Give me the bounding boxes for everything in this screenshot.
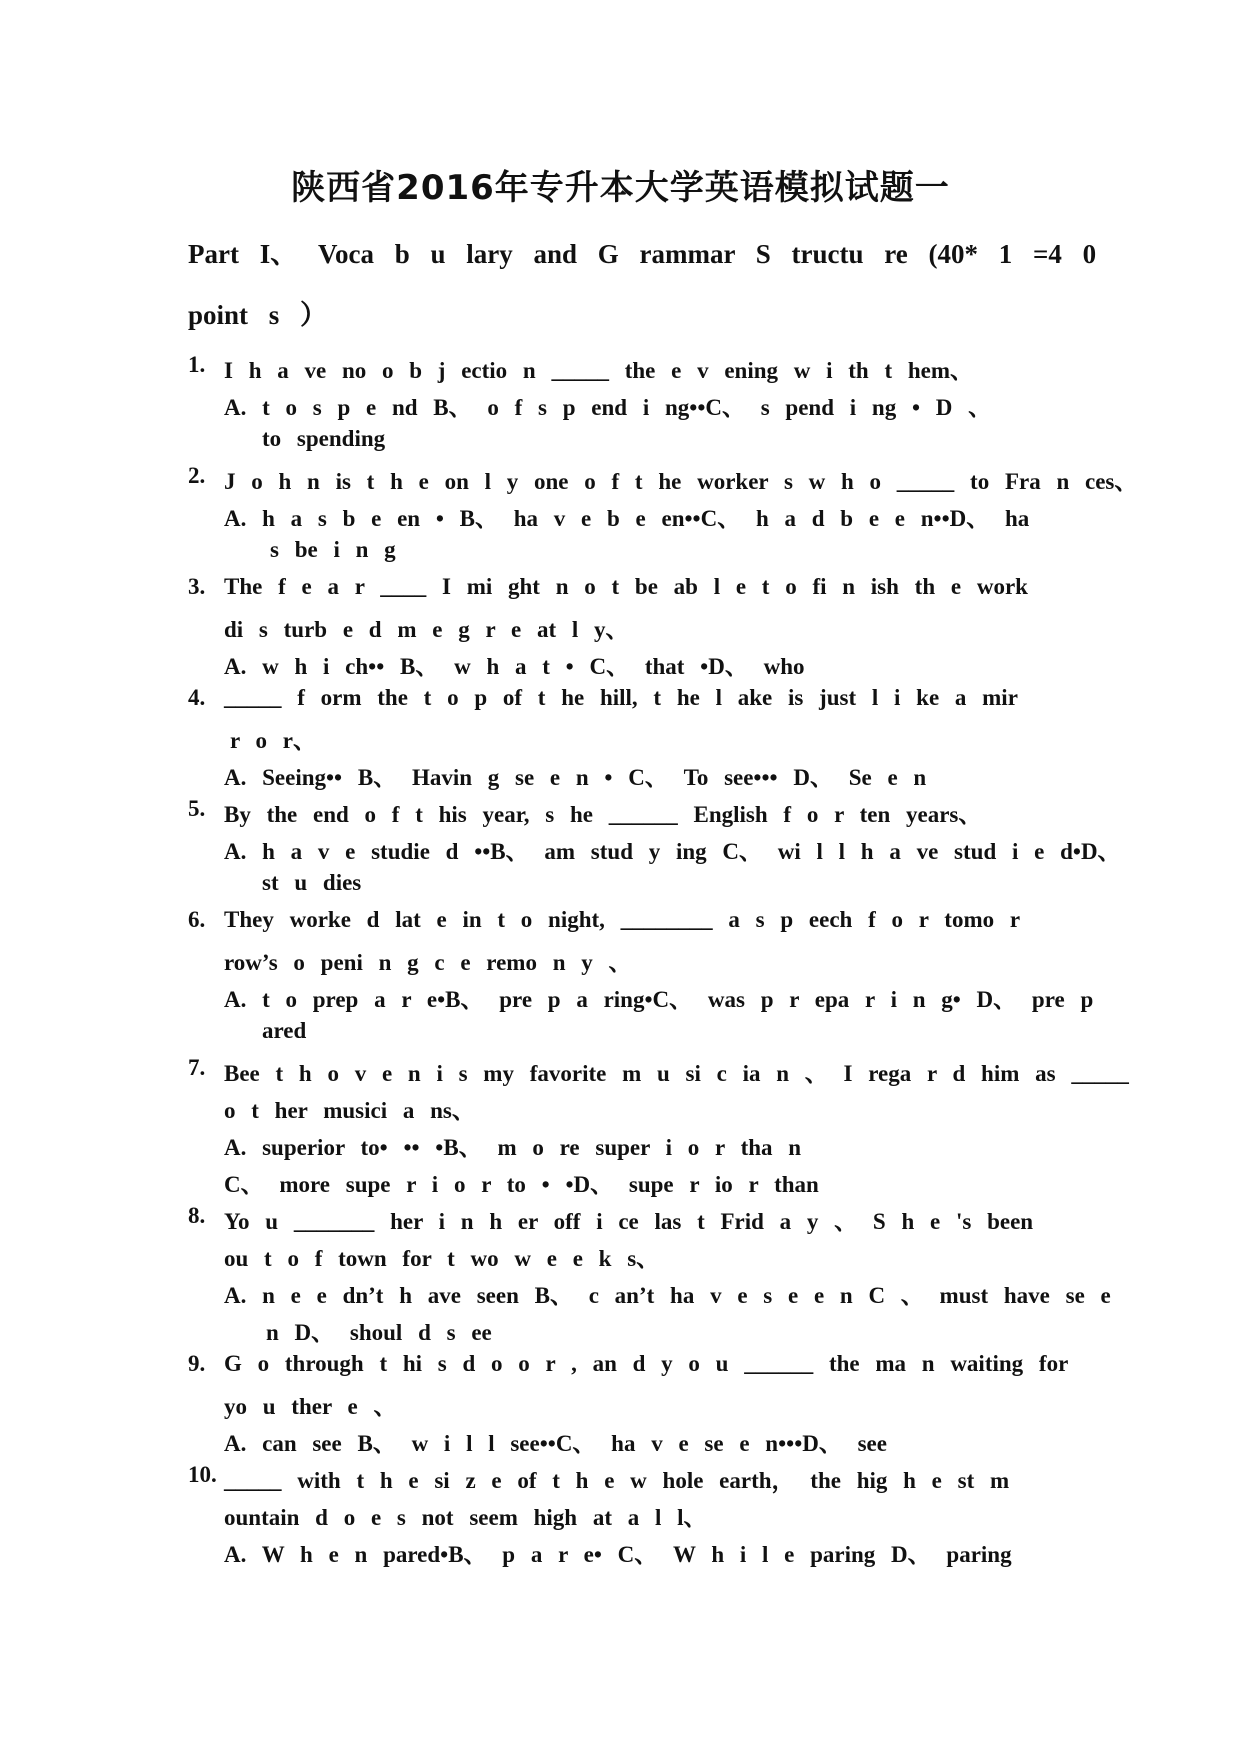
question-options-cont: ared (262, 1018, 307, 1043)
question-stem: _____ f orm the t o p of t he hill, t he l ake is just l i ke a mir (224, 685, 1018, 710)
question-stem-cont: yo u ther e 、 (224, 1394, 397, 1419)
question-number: 6. (188, 907, 206, 932)
question-stem: The f e a r ____ I mi ght n o t be ab l e t o fi n ish th e work (224, 574, 1028, 599)
question-stem: J o h n is t h e on l y one o f t he worker s w h o _____ to Fra n ces、 (224, 469, 1138, 494)
question-number: 7. (188, 1055, 206, 1080)
question-stem-cont: di s turb e d m e g r e at l y、 (224, 617, 629, 642)
question-options: A. n e e dn’t h ave seen B、 c an’t ha v e s e e n C 、 must have se e (224, 1283, 1111, 1308)
question-options-cont: to spending (262, 426, 386, 451)
question-number: 5. (188, 796, 206, 821)
question-number: 2. (188, 463, 206, 488)
question-number: 3. (188, 574, 206, 599)
question-number: 9. (188, 1351, 206, 1376)
question-stem: Bee t h o v e n i s my favorite m u si c ia n 、 I rega r d him as _____ (224, 1061, 1129, 1086)
question-number: 10. (188, 1462, 217, 1487)
question-number: 8. (188, 1203, 206, 1228)
question-stem: They worke d lat e in t o night, ________ a s p eech f o r tomo r (224, 907, 1021, 932)
question-options: A. h a v e studie d ••B、 am stud y ing C、 wi l l h a ve stud i e d•D、 (224, 839, 1121, 864)
question-stem: Yo u _______ her i n h er off i ce las t Frid a y 、 S h e 's been (224, 1209, 1034, 1234)
question-stem-cont: ou t o f town for t wo w e e k s、 (224, 1246, 660, 1271)
question-options: A. Seeing•• B、 Havin g se e n • C、 To see••• D、 Se e n (224, 765, 927, 790)
question-number: 4. (188, 685, 206, 710)
question-options: A. w h i ch•• B、 w h a t • C、 that •D、 who (224, 654, 805, 679)
question-options: A. W h e n pared•B、 p a r e• C、 W h i l e paring D、 paring (224, 1542, 1012, 1567)
question-stem: G o through t hi s d o o r , an d y o u ______ the ma n waiting for (224, 1351, 1069, 1376)
question-stem-cont: o t her musici a ns、 (224, 1098, 475, 1123)
question-stem-cont: r o r、 (230, 728, 317, 753)
question-number: 1. (188, 352, 206, 377)
question-options-cont: st u dies (262, 870, 362, 895)
question-options: A. can see B、 w i l l see••C、 ha v e se e n•••D、 see (224, 1431, 887, 1456)
question-options-cont: n D、 shoul d s ee (266, 1320, 492, 1345)
page-title: 陕西省2016年专升本大学英语模拟试题一 (291, 168, 950, 208)
question-options: A. t o prep a r e•B、 pre p a ring•C、 was p r epa r i n g• D、 pre p (224, 987, 1094, 1012)
question-stem-cont: row’s o peni n g c e remo n y 、 (224, 950, 632, 975)
question-stem-cont: ountain d o e s not seem high at a l l、 (224, 1505, 707, 1530)
question-options: A. t o s p e nd B、 o f s p end i ng••C、 s pend i ng • D 、 (224, 395, 992, 420)
question-stem: By the end o f t his year, s he ______ English f o r ten years、 (224, 802, 982, 827)
question-options: A. superior to• •• •B、 m o re super i o r tha n (224, 1135, 802, 1160)
section-heading: Part I、 Voca b u lary and G rammar S tructu re (40* 1 =4 0 (188, 239, 1097, 269)
question-options-cont: C、 more supe r i o r to • •D、 supe r io r than (224, 1172, 819, 1197)
question-options-cont: s be i n g (270, 537, 396, 562)
question-options: A. h a s b e en • B、 ha v e b e en••C、 h a d b e e n••D、 ha (224, 506, 1030, 531)
question-stem: _____ with t h e si z e of t h e w hole earth， the hig h e st m (224, 1468, 1010, 1493)
section-heading-cont: point s ） (188, 300, 328, 330)
question-stem: I h a ve no o b j ectio n _____ the e v ening w i th t hem、 (224, 358, 974, 383)
